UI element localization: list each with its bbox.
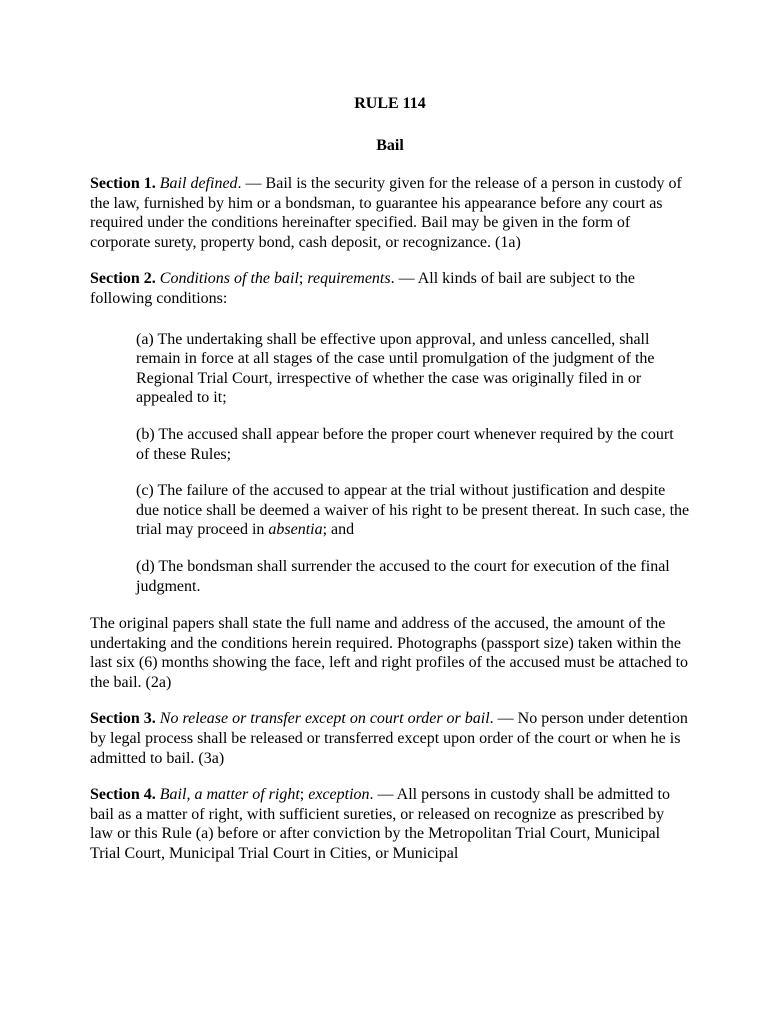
- section-2-body: — All kinds of bail are subject to the following conditions:: [90, 270, 636, 307]
- condition-item-c-end: ; and: [322, 521, 355, 539]
- section-1-title: Bail defined: [159, 175, 238, 192]
- rule-title: RULE 114: [354, 95, 426, 112]
- section-4-title-end: .: [369, 786, 374, 804]
- section-1-body: — Bail is the security given for the release of a person in custody of the law, furnished by him or a bondsman, to guarantee his appearance before any court as required under the conditions hereinafter specified. Bail may be given in the form of corporate surety, property bond, cash deposit, or recognizance. (1a): [90, 175, 682, 251]
- section-2-title-b: requirements: [307, 270, 391, 288]
- section-2-title-a: Conditions of the bail: [159, 270, 299, 288]
- section-3: [90, 709, 690, 768]
- section-2-closing: The original papers shall state the full name and address of the accused, the amount of the undertaking and the conditions herein required. Photographs (passport size) taken within the last six (6) months showing the face, left and right profiles of the accused must be attached to the bail. (2a): [90, 615, 689, 691]
- section-4-label: Section 4.: [90, 786, 156, 804]
- section-3-body: — No person under detention by legal process shall be released or transferred except upon order of the court or when he is admitted to bail. (3a): [90, 710, 688, 767]
- section-4-sep: ;: [299, 786, 309, 804]
- section-2-title-end: .: [390, 270, 395, 288]
- section-4-title-a: Bail, a matter of right: [159, 786, 300, 804]
- section-1-label: Section 1.: [90, 175, 156, 192]
- section-3-title-end: .: [489, 710, 494, 728]
- section-2-sep: ;: [298, 270, 308, 288]
- section-4-body: — All persons in custody shall be admitted to bail as a matter of right, with sufficient sureties, or released on recognize as prescribed by law or this Rule (a) before or after conviction by the Metropolitan Trial Court, Municipal Trial Court, Municipal Trial Court in Cities, or Municipal: [90, 786, 670, 863]
- condition-item-b: (b) The accused shall appear before the proper court whenever required by the court of these Rules;: [136, 425, 674, 463]
- section-3-label: Section 3.: [90, 710, 156, 728]
- rule-subtitle: Bail: [376, 137, 404, 154]
- condition-item-c: [136, 481, 690, 540]
- section-4-title-b: exception: [308, 786, 370, 804]
- condition-item-a: (a) The undertaking shall be effective upon approval, and unless cancelled, shall remain in force at all stages of the case until promulgation of the judgment of the Regional Trial Court, irrespective of whether the case was originally filed in or appealed to it;: [136, 330, 655, 407]
- section-4: [90, 785, 690, 863]
- section-2-label: Section 2.: [90, 270, 156, 288]
- section-2: [90, 269, 690, 308]
- section-1-title-end: .: [237, 175, 242, 192]
- section-3-title: No release or transfer except on court order or bail: [159, 710, 490, 728]
- condition-item-d: (d) The bondsman shall surrender the accused to the court for execution of the final judgment.: [136, 557, 670, 595]
- section-1: [90, 174, 690, 252]
- condition-item-c-text: (c) The failure of the accused to appear at the trial without justification and despite due notice shall be deemed a waiver of his right to be present thereat. In such case, the trial may proceed in: [136, 482, 690, 539]
- condition-item-c-italic: absentia: [268, 521, 323, 539]
- document-page: [90, 90, 690, 864]
